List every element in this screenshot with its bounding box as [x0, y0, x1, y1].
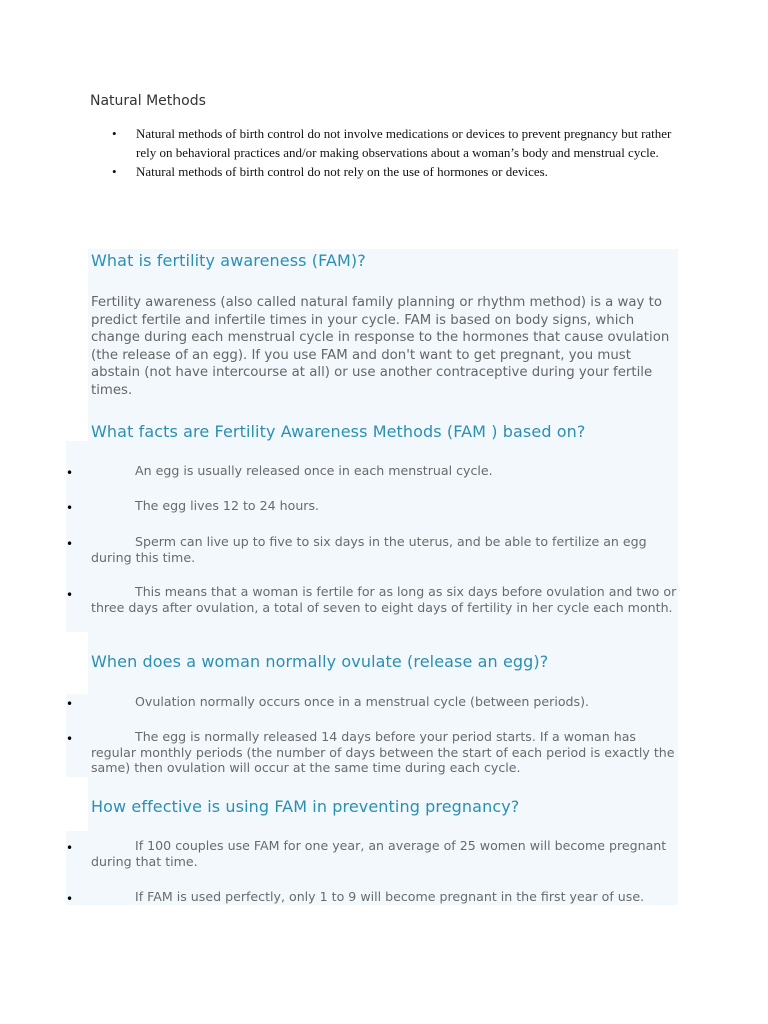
intro-bullet-item: • Natural methods of birth control do not rely on the use of hormones or devices.: [112, 162, 672, 181]
bullet-dot: •: [66, 537, 74, 551]
bullet-dot: •: [66, 501, 74, 515]
fact-text: If FAM is used perfectly, only 1 to 9 will become pregnant in the first year of use.: [135, 889, 645, 904]
intro-bullet-list: [112, 124, 672, 181]
section-heading-ovulation-timing: When does a woman normally ovulate (release an egg)?: [91, 652, 549, 671]
bullet-dot: •: [66, 892, 74, 906]
fact-text: This means that a woman is fertile for as long as six days before ovulation and two or three days after ovulation, a total of seven to eight days of fertility in her cycle each month.: [91, 584, 677, 615]
fact-item: [91, 498, 681, 514]
fact-text: An egg is usually released once in each menstrual cycle.: [135, 463, 493, 478]
bullet-dot: •: [66, 466, 74, 480]
section-heading-fam-effectiveness: How effective is using FAM in preventing pregnancy?: [91, 797, 520, 816]
bullet-dot: •: [66, 841, 74, 855]
fact-item: [91, 838, 681, 869]
fact-item: [91, 584, 681, 615]
fact-item: [91, 889, 681, 905]
section-heading-what-is-fam: What is fertility awareness (FAM)?: [91, 251, 366, 270]
panel-margin: [66, 249, 88, 441]
intro-bullet-item: • Natural methods of birth control do not involve medications or devices to prevent pregnancy but rather rely on behavioral practices and/or making observations about a woman’s body and menstrual cycle.: [112, 124, 672, 162]
panel-margin: [66, 777, 88, 831]
fact-text: Ovulation normally occurs once in a menstrual cycle (between periods).: [135, 694, 590, 709]
section-paragraph-what-is-fam: Fertility awareness (also called natural family planning or rhythm method) is a way to predict fertile and infertile times in your cycle. FAM is based on body signs, which change during each menstrual cycle in response to the hormones that cause ovulation (the release of an egg). If you use FAM and don't want to get pregnant, you must abstain (not have intercourse at all) or use another contraceptive during your fertile times.: [91, 295, 670, 398]
fact-item: [91, 694, 681, 710]
intro-title: Natural Methods: [90, 93, 206, 109]
bullet-dot: •: [66, 697, 74, 711]
bullet-dot: •: [66, 588, 74, 602]
fact-text: The egg lives 12 to 24 hours.: [135, 498, 320, 513]
fact-item: [91, 729, 681, 776]
section-heading-fam-facts: What facts are Fertility Awareness Methods (FAM ) based on?: [91, 422, 586, 441]
panel-margin: [66, 632, 88, 694]
fact-item: [91, 534, 681, 565]
fact-text: Sperm can live up to five to six days in the uterus, and be able to fertilize an egg during this time.: [91, 534, 647, 565]
fact-text: The egg is normally released 14 days before your period starts. If a woman has regular monthly periods (the number of days between the start of each period is exactly the same) then ovulation will occur at the same time during each cycle.: [91, 729, 675, 775]
bullet-dot: •: [66, 732, 74, 746]
fact-text: If 100 couples use FAM for one year, an average of 25 women will become pregnant during that time.: [91, 838, 667, 869]
fact-item: [91, 463, 681, 479]
